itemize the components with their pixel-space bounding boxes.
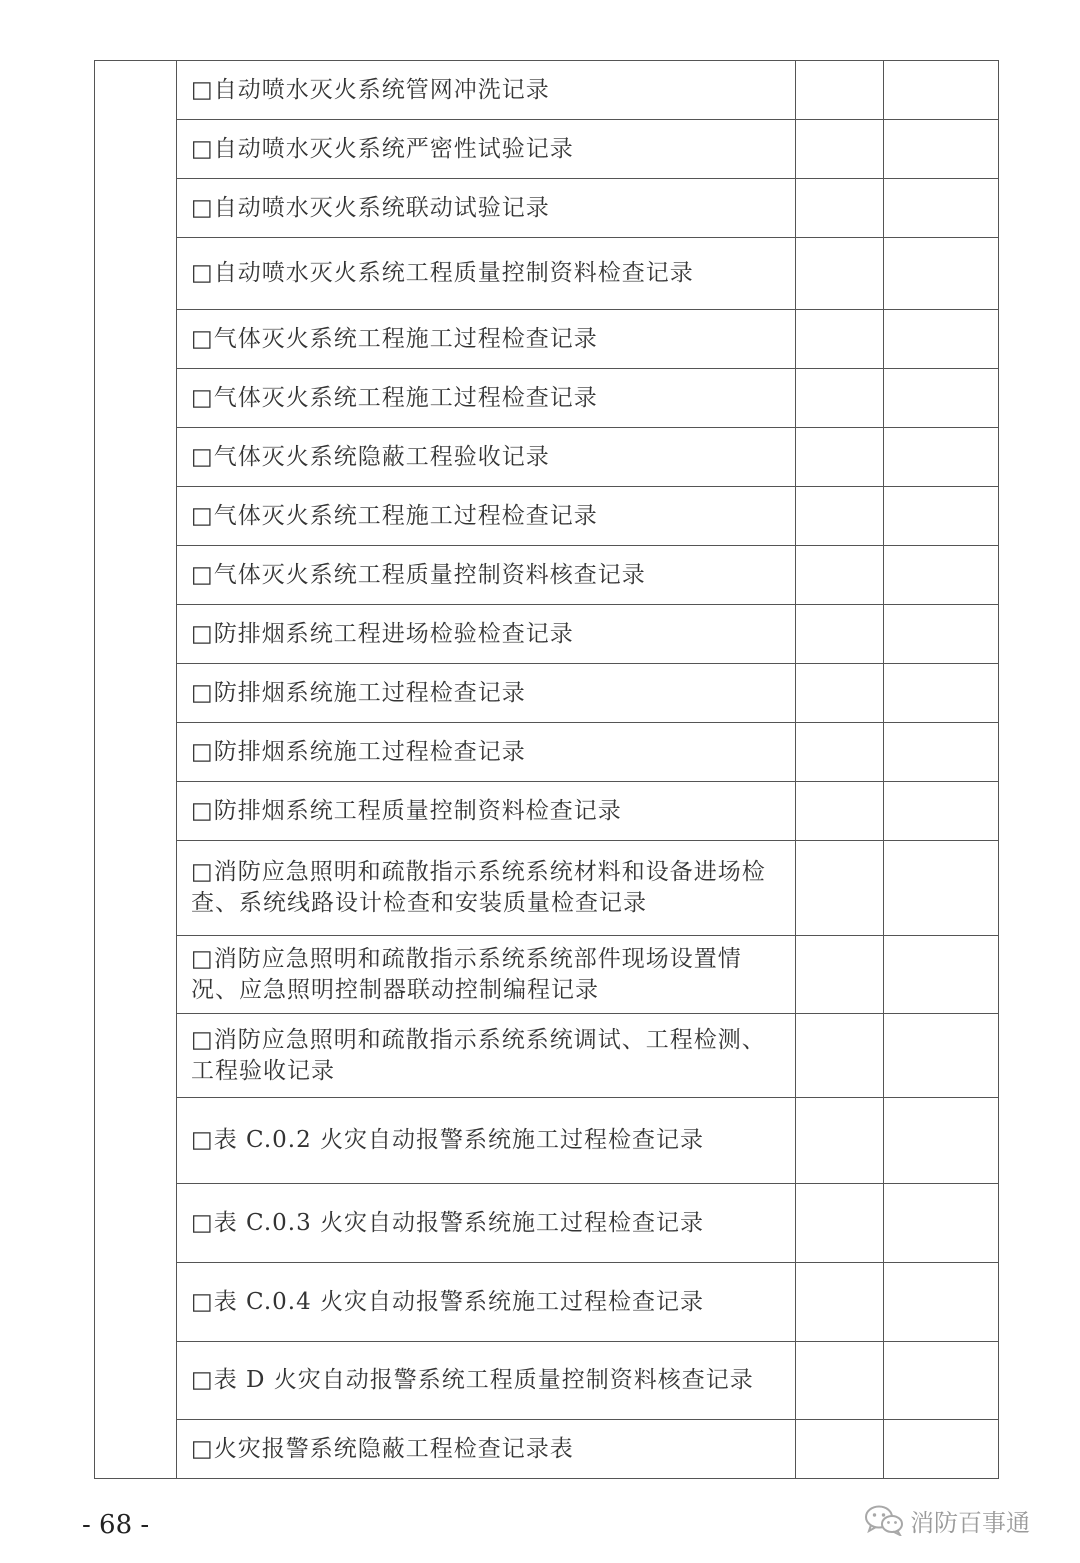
remark-cell: [884, 428, 999, 487]
remark-cell: [884, 841, 999, 936]
remark-cell: [884, 1184, 999, 1263]
table-row: [95, 1098, 999, 1184]
check-cell: [796, 120, 884, 179]
check-cell: [796, 428, 884, 487]
table-row: [95, 238, 999, 310]
check-cell: [796, 1014, 884, 1098]
table-row: [95, 1014, 999, 1098]
remark-cell: [884, 487, 999, 546]
list-item: □气体灭火系统工程质量控制资料核查记录: [177, 546, 796, 605]
remark-cell: [884, 369, 999, 428]
check-cell: [796, 546, 884, 605]
check-cell: [796, 782, 884, 841]
table-row: [95, 487, 999, 546]
remark-cell: [884, 782, 999, 841]
list-item: □消防应急照明和疏散指示系统系统材料和设备进场检查、系统线路设计检查和安装质量检查记录: [177, 841, 796, 936]
table-row: [95, 428, 999, 487]
list-item: □气体灭火系统隐蔽工程验收记录: [177, 428, 796, 487]
remark-cell: [884, 179, 999, 238]
remark-cell: [884, 1014, 999, 1098]
category-cell: [95, 61, 177, 1479]
remark-cell: [884, 1098, 999, 1184]
table-row: [95, 546, 999, 605]
check-cell: [796, 310, 884, 369]
check-cell: [796, 605, 884, 664]
remark-cell: [884, 936, 999, 1014]
table-row: [95, 179, 999, 238]
list-item: □消防应急照明和疏散指示系统系统部件现场设置情况、应急照明控制器联动控制编程记录: [177, 936, 796, 1014]
table-row: [95, 1420, 999, 1479]
watermark-text: 消防百事通: [910, 1508, 1030, 1537]
list-item: □火灾报警系统隐蔽工程检查记录表: [177, 1420, 796, 1479]
list-item: □气体灭火系统工程施工过程检查记录: [177, 487, 796, 546]
list-item: □防排烟系统施工过程检查记录: [177, 723, 796, 782]
list-item: □消防应急照明和疏散指示系统系统调试、工程检测、工程验收记录: [177, 1014, 796, 1098]
remark-cell: [884, 61, 999, 120]
list-item: □防排烟系统工程质量控制资料检查记录: [177, 782, 796, 841]
list-item: □自动喷水灭火系统联动试验记录: [177, 179, 796, 238]
list-item: □气体灭火系统工程施工过程检查记录: [177, 310, 796, 369]
remark-cell: [884, 1420, 999, 1479]
table-row: [95, 841, 999, 936]
remark-cell: [884, 723, 999, 782]
check-cell: [796, 1184, 884, 1263]
check-cell: [796, 841, 884, 936]
watermark: [864, 1500, 1030, 1540]
table-row: [95, 61, 999, 120]
check-cell: [796, 61, 884, 120]
table-row: [95, 369, 999, 428]
check-cell: [796, 723, 884, 782]
remark-cell: [884, 546, 999, 605]
remark-cell: [884, 664, 999, 723]
check-cell: [796, 1342, 884, 1420]
list-item: □自动喷水灭火系统严密性试验记录: [177, 120, 796, 179]
check-cell: [796, 1420, 884, 1479]
list-item: □气体灭火系统工程施工过程检查记录: [177, 369, 796, 428]
table-row: [95, 1263, 999, 1342]
table-row: [95, 310, 999, 369]
list-item: □防排烟系统施工过程检查记录: [177, 664, 796, 723]
list-item: □表 C.0.4 火灾自动报警系统施工过程检查记录: [177, 1263, 796, 1342]
list-item: □自动喷水灭火系统工程质量控制资料检查记录: [177, 238, 796, 310]
list-item: □表 C.0.2 火灾自动报警系统施工过程检查记录: [177, 1098, 796, 1184]
table-row: [95, 782, 999, 841]
table-row: [95, 1184, 999, 1263]
wechat-icon: [864, 1504, 904, 1536]
remark-cell: [884, 605, 999, 664]
list-item: □表 C.0.3 火灾自动报警系统施工过程检查记录: [177, 1184, 796, 1263]
remark-cell: [884, 238, 999, 310]
table-row: [95, 723, 999, 782]
check-cell: [796, 487, 884, 546]
check-cell: [796, 238, 884, 310]
table-row: [95, 664, 999, 723]
remark-cell: [884, 1263, 999, 1342]
checklist-table: [94, 60, 999, 1479]
check-cell: [796, 1098, 884, 1184]
list-item: □自动喷水灭火系统管网冲洗记录: [177, 61, 796, 120]
table-row: [95, 120, 999, 179]
page-number: - 68 -: [82, 1510, 150, 1540]
table-row: [95, 605, 999, 664]
remark-cell: [884, 1342, 999, 1420]
check-cell: [796, 369, 884, 428]
remark-cell: [884, 120, 999, 179]
list-item: □防排烟系统工程进场检验检查记录: [177, 605, 796, 664]
remark-cell: [884, 310, 999, 369]
check-cell: [796, 179, 884, 238]
check-cell: [796, 1263, 884, 1342]
list-item: □表 D 火灾自动报警系统工程质量控制资料核查记录: [177, 1342, 796, 1420]
check-cell: [796, 936, 884, 1014]
table-row: [95, 1342, 999, 1420]
check-cell: [796, 664, 884, 723]
table-row: [95, 936, 999, 1014]
